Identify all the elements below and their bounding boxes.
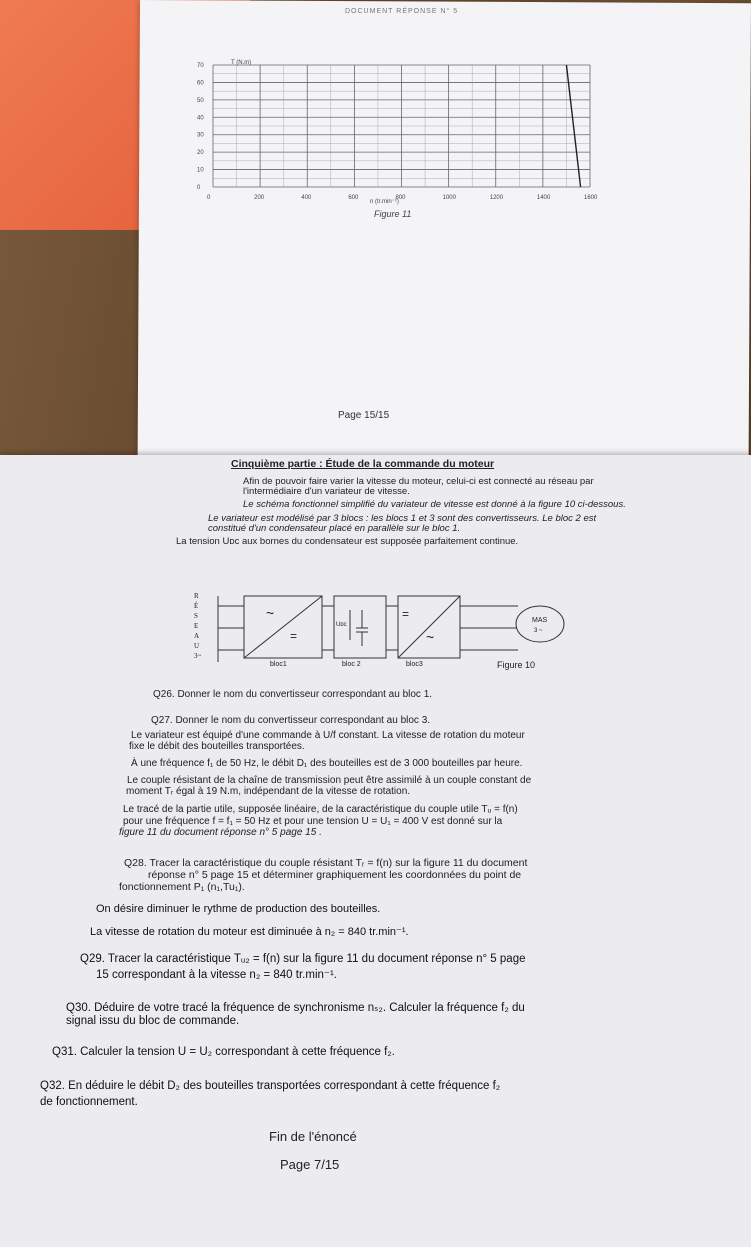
- x-tick-label: 400: [301, 195, 312, 201]
- question-32-a: Q32. En déduire le débit D₂ des bouteilles transportées correspondant à cette fréquence f₂: [40, 1080, 501, 1092]
- reseau-letter: É: [194, 602, 199, 610]
- x-tick-label: 600: [348, 195, 359, 201]
- x-ticks: [207, 195, 598, 201]
- mas-phase-label: 3 ~: [534, 628, 543, 634]
- end-of-statement: Fin de l'énoncé: [269, 1129, 357, 1144]
- udc-label: Uᴅᴄ: [336, 622, 347, 628]
- bloc1-equals: =: [290, 629, 298, 643]
- para-5: On désire diminuer le rythme de production des bouteilles.: [96, 903, 381, 915]
- question-31: Q31. Calculer la tension U = U₂ correspondant à cette fréquence f₂.: [52, 1046, 395, 1058]
- reseau-letter: S: [194, 612, 198, 620]
- para-3b: moment Tᵣ égal à 19 N.m, indépendant de la vitesse de rotation.: [126, 786, 411, 797]
- para-4c: figure 11 du document réponse n° 5 page 15 .: [119, 827, 322, 838]
- intro-line-1b: l'intermédiaire d'un variateur de vitesse.: [243, 486, 410, 497]
- section-title: Cinquième partie : Étude de la commande du moteur: [231, 458, 495, 470]
- y-tick-label: 70: [197, 63, 204, 69]
- question-26: Q26. Donner le nom du convertisseur correspondant au bloc 1.: [153, 689, 433, 700]
- question-29-a: Q29. Tracer la caractéristique Tᵤ₂ = f(n) sur la figure 11 du document réponse n° 5 page: [80, 953, 526, 965]
- figure-11-chart: [195, 55, 605, 205]
- bloc1-label: bloc1: [270, 661, 287, 668]
- page-number-15: Page 15/15: [338, 410, 390, 421]
- question-30-a: Q30. Déduire de votre tracé la fréquence de synchronisme nₛ₂. Calculer la fréquence f₂ du: [66, 1002, 525, 1014]
- question-32-b: de fonctionnement.: [40, 1096, 138, 1108]
- x-tick-label: 1600: [584, 195, 598, 201]
- reseau-letter: E: [194, 622, 199, 630]
- chart-grid: [213, 65, 590, 187]
- question-28-c: fonctionnement P₁ (n₁,Tu₁).: [119, 881, 245, 893]
- intro-line-3a: Le variateur est modélisé par 3 blocs : les blocs 1 et 3 sont des convertisseurs. Le bloc 2 est: [208, 513, 597, 524]
- x-tick-label: 800: [395, 195, 406, 201]
- y-tick-label: 10: [197, 167, 204, 174]
- question-28-b: réponse n° 5 page 15 et déterminer graphiquement les coordonnées du point de: [148, 869, 522, 881]
- x-axis-label: n (tr.min⁻¹): [370, 199, 399, 205]
- page-number-7: Page 7/15: [280, 1157, 340, 1172]
- y-tick-label: 0: [197, 185, 201, 191]
- reseau-letters: [194, 592, 202, 660]
- reseau-letter: U: [194, 642, 200, 650]
- para-1b: fixe le débit des bouteilles transportées.: [129, 741, 305, 752]
- para-3a: Le couple résistant de la chaîne de transmission peut être assimilé à un couple constant de: [127, 775, 532, 786]
- figure-10-diagram: [190, 588, 570, 670]
- reseau-letter: A: [194, 632, 200, 640]
- question-27: Q27. Donner le nom du convertisseur correspondant au bloc 3.: [151, 715, 431, 726]
- bloc1-tilde: ~: [266, 605, 275, 621]
- mas-motor: [516, 606, 564, 642]
- intro-line-2: Le schéma fonctionnel simplifié du variateur de vitesse est donné à la figure 10 ci-dessous.: [243, 499, 626, 510]
- figure-10-caption: Figure 10: [497, 660, 536, 670]
- intro-line-4: La tension Uᴅᴄ aux bornes du condensateur est supposée parfaitement continue.: [176, 536, 519, 547]
- y-tick-label: 30: [197, 132, 204, 139]
- question-30-b: signal issu du bloc de commande.: [66, 1015, 240, 1027]
- para-2: À une fréquence f₁ de 50 Hz, le débit D₁ des bouteilles est de 3 000 bouteilles par heure.: [131, 758, 523, 769]
- x-tick-label: 0: [207, 195, 211, 201]
- question-29-b: 15 correspondant à la vitesse n₂ = 840 tr.min⁻¹.: [96, 969, 337, 981]
- para-4b: pour une fréquence f = f₁ = 50 Hz et pour une tension U = U₁ = 400 V est donné sur la: [123, 816, 503, 827]
- y-tick-label: 60: [197, 80, 204, 87]
- para-4a: Le tracé de la partie utile, supposée linéaire, de la caractéristique du couple utile Tᵤ = f(n): [123, 804, 518, 815]
- y-tick-label: 20: [197, 150, 204, 157]
- figure-11-caption: Figure 11: [374, 209, 412, 219]
- bloc3-equals: =: [402, 607, 410, 621]
- document-header: DOCUMENT RÉPONSE N° 5: [345, 8, 459, 15]
- y-tick-label: 50: [197, 97, 204, 104]
- intro-line-1a: Afin de pouvoir faire varier la vitesse du moteur, celui-ci est connecté au réseau par: [243, 476, 594, 487]
- y-ticks: [197, 63, 204, 191]
- question-sheet: [0, 455, 751, 1247]
- reseau-letter: R: [194, 592, 199, 600]
- x-tick-label: 1200: [489, 195, 504, 201]
- para-1a: Le variateur est équipé d'une commande à U/f constant. La vitesse de rotation du moteur: [131, 730, 525, 741]
- bloc3-label: bloc3: [406, 661, 423, 668]
- reseau-letter: 3~: [194, 652, 202, 660]
- x-tick-label: 1400: [536, 195, 551, 201]
- para-6: La vitesse de rotation du moteur est diminuée à n₂ = 840 tr.min⁻¹.: [90, 926, 409, 938]
- mas-label: MAS: [532, 617, 548, 624]
- x-tick-label: 1000: [442, 195, 456, 201]
- y-tick-label: 40: [197, 115, 204, 122]
- x-tick-label: 200: [254, 195, 265, 201]
- intro-line-3b: constitué d'un condensateur placé en parallèle sur le bloc 1.: [208, 523, 461, 534]
- bloc3-tilde: ~: [426, 629, 435, 645]
- y-axis-label: T (N.m): [231, 60, 252, 66]
- question-28-a: Q28. Tracer la caractéristique du couple résistant Tᵣ = f(n) sur la figure 11 du document: [124, 857, 528, 869]
- bloc2-label: bloc 2: [342, 661, 361, 668]
